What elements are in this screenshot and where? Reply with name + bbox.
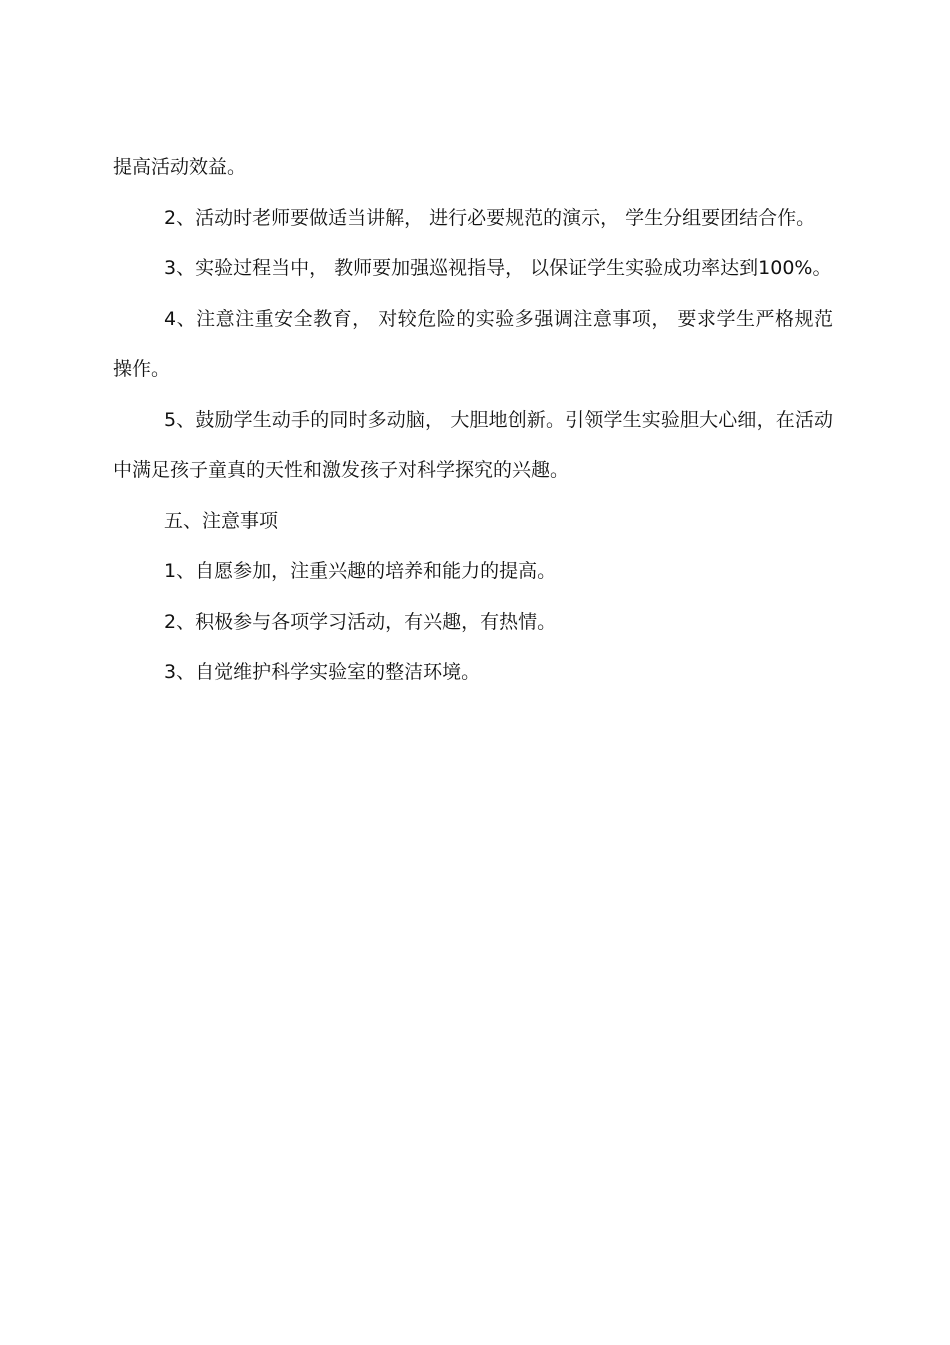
paragraph-continuation: 提高活动效益。 (113, 156, 247, 178)
paragraph-item-3: 3、实验过程当中， 教师要加强巡视指导， 以保证学生实验成功率达到100%。 (164, 257, 832, 279)
paragraph-item-5: 5、鼓励学生动手的同时多动脑， 大胆地创新。引领学生实验胆大心细，在活动中满足孩子童真的天性和激发孩子对科学探究的兴趣。 (113, 408, 833, 481)
paragraph-item-4: 4、注意注重安全教育， 对较危险的实验多强调注意事项， 要求学生严格规范操作。 (113, 307, 833, 380)
note-item-2: 2、积极参与各项学习活动，有兴趣，有热情。 (164, 610, 557, 633)
note-item-3: 3、自觉维护科学实验室的整洁环境。 (164, 661, 481, 683)
document-body (113, 142, 833, 698)
section-heading: 五、注意事项 (164, 509, 279, 532)
note-item-1: 1、自愿参加，注重兴趣的培养和能力的提高。 (164, 560, 557, 582)
paragraph-item-2: 2、活动时老师要做适当讲解， 进行必要规范的演示， 学生分组要团结合作。 (164, 206, 816, 229)
